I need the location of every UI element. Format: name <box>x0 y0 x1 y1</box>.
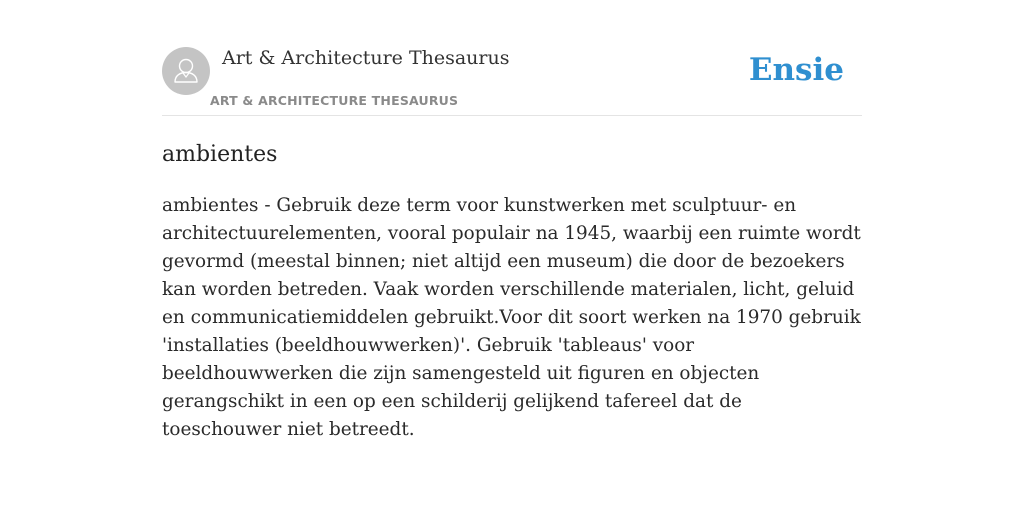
ensie-logo[interactable]: Ensie <box>748 52 844 88</box>
source-header <box>162 46 862 116</box>
entry-term: ambientes <box>162 142 278 167</box>
user-avatar-icon[interactable] <box>162 47 210 95</box>
source-title[interactable]: Art & Architecture Thesaurus <box>222 47 510 69</box>
entry-definition: ambientes - Gebruik deze term voor kunstwerken met sculptuur- en architectuurelementen, vooral populair na 1945, waarbij een ruimte wordt gevormd (meestal binnen; niet altijd een museum) die door de bezoekers kan worden betreden. Vaak worden verschillende materialen, licht, geluid en communicatiemiddelen gebruikt.Voor dit soort werken na 1970 gebruik 'installaties (beeldhouwwerken)'. Gebruik 'tableaus' voor beeldhouwwerken die zijn samengesteld uit figuren en objecten gerangschikt in een op een schilderij gelijkend tafereel dat de toeschouwer niet betreedt. <box>162 195 861 440</box>
source-subtitle[interactable]: ART & ARCHITECTURE THESAURUS <box>210 93 459 108</box>
